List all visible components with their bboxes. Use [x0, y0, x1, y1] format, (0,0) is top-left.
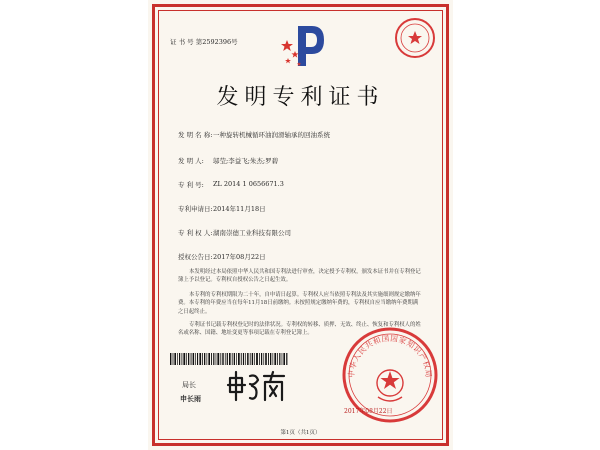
certificate-title: 发明专利证书	[216, 85, 385, 110]
certificate-number: 证 书 号 第2592396号	[170, 38, 238, 46]
body-paragraph-3: 专利证书记载专利权登记时的法律状况。专利权的转移、质押、无效、终止、恢复和专利权人的姓名或名称、国籍、地址变更等事项记载在专利登记簿上。	[178, 322, 421, 337]
patent-office-logo-icon	[276, 20, 328, 72]
field-label-patent-number: 专 利 号:	[178, 181, 204, 189]
bureau-director-title: 局长	[182, 381, 196, 389]
field-label-invention-name: 发 明 名 称:	[178, 131, 213, 139]
director-name: 申长雨	[180, 395, 201, 403]
top-right-red-stamp-icon	[393, 16, 437, 60]
barcode-icon	[170, 353, 288, 365]
seal-text: 中华人民共和国国家知识产权局	[346, 333, 434, 379]
page-number: 第1页（共1页）	[280, 430, 321, 436]
body-paragraph-1: 本发明经过本局依照中华人民共和国专利法进行审查，决定授予专利权，颁发本证书并在专利登记簿上予以登记。专利权自授权公告之日起生效。	[178, 269, 421, 284]
field-label-inventors: 发 明 人:	[178, 157, 204, 165]
field-value-grant-date: 2017年08月22日	[213, 253, 266, 261]
field-label-application-date: 专利申请日:	[178, 205, 213, 213]
field-value-patentee: 湖南崇德工业科技有限公司	[213, 229, 291, 237]
field-label-patentee: 专 利 权 人:	[178, 229, 213, 237]
field-value-application-date: 2014年11月18日	[213, 205, 266, 213]
field-label-grant-date: 授权公告日:	[178, 253, 213, 261]
seal-date: 2017年08月22日	[344, 408, 393, 415]
field-value-patent-number: ZL 2014 1 0656671.3	[213, 180, 284, 188]
field-value-invention-name: 一种旋转机械循环油润滑轴承的回油系统	[213, 131, 330, 139]
patent-certificate	[148, 0, 453, 450]
field-value-inventors: 邬莹;李益飞;朱杰;罗碧	[213, 157, 279, 165]
body-paragraph-2: 本专利的专利权期限为二十年，自申请日起算。专利权人应当依照专利法及其实施细则规定缴纳年费。本专利的年费应当在每年11月18日前缴纳。未按照规定缴纳年费的，专利权自应当缴纳年费期满之日起终止。	[178, 292, 421, 315]
handwritten-signature-icon	[226, 368, 286, 404]
